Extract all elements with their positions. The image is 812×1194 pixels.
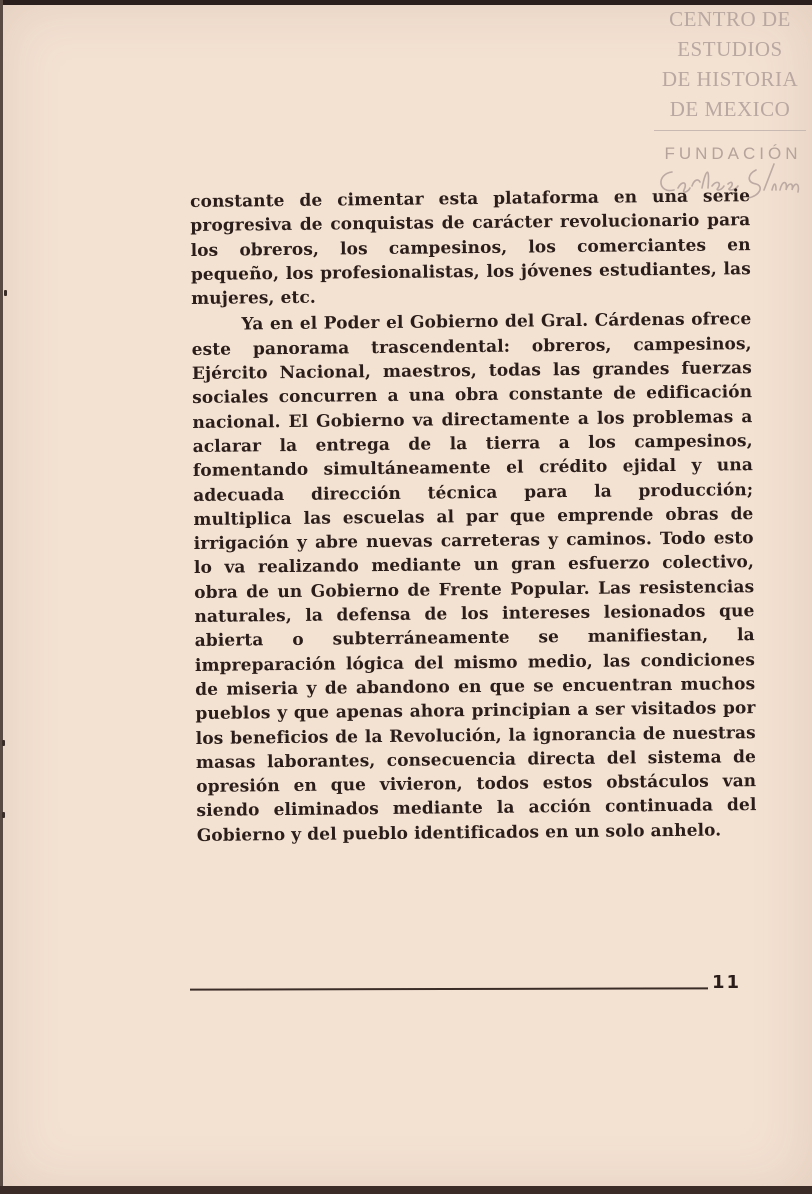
watermark-line: CENTRO DE	[669, 7, 791, 31]
footer-rule	[190, 987, 708, 990]
body-text	[190, 184, 757, 848]
paragraph-1: constante de cimentar esta plataforma en una serie progresiva de conquistas de carácter revolucionario para los obreros, los campesinos, los comerciantes en pequeño, los profesionalistas, los jóvenes estudiantes, las mujeres, etc.	[190, 186, 751, 310]
archive-watermark	[648, 4, 812, 169]
watermark-line: DE HISTORIA	[661, 67, 799, 91]
scan-edge-left	[0, 0, 3, 1194]
scan-edge-bottom	[0, 1186, 812, 1194]
watermark-line: ESTUDIOS	[677, 37, 783, 61]
scan-speck	[2, 812, 5, 818]
scan-speck	[4, 290, 7, 296]
watermark-foundation: FUNDACIÓN	[664, 144, 802, 163]
watermark-divider	[654, 130, 806, 131]
page-number: 11	[712, 972, 742, 993]
watermark-line: DE MEXICO	[669, 97, 791, 121]
paragraph-2: Ya en el Poder el Gobierno del Gral. Cárdenas ofrece este panorama trascendental: obreros, campesinos, Ejército Nacional, maestros, todas las grandes fuerzas sociales concurren a una obra constante de edificación nacional. El Gobierno va directamente a los problemas a aclarar la entrega de la tierra a los campesinos, fomentando simultáneamente el crédito ejidal y una adecuada dirección técnica para la producción; multiplica las escuelas al par que emprende obras de irrigación y abre nuevas carreteras y caminos. Todo esto lo va realizando mediante un gran esfuerzo colectivo, obra de un Gobierno de Frente Popular. Las resistencias naturales, la defensa de los intereses lesionados que abierta o subterráneamente se manifiestan, la impreparación lógica del mismo medio, las condiciones de miseria y de abandono en que se encuentran muchos pueblos y que apenas ahora principian a ser visitados por los beneficios de la Revolución, la ignorancia de nuestras masas laborantes, consecuencia directa del sistema de opresión en que vivieron, todos estos obstáculos van siendo eliminados mediante la acción continuada del Gobierno y del pueblo identificados en un solo anhelo.	[191, 309, 757, 846]
scan-speck	[2, 740, 5, 746]
